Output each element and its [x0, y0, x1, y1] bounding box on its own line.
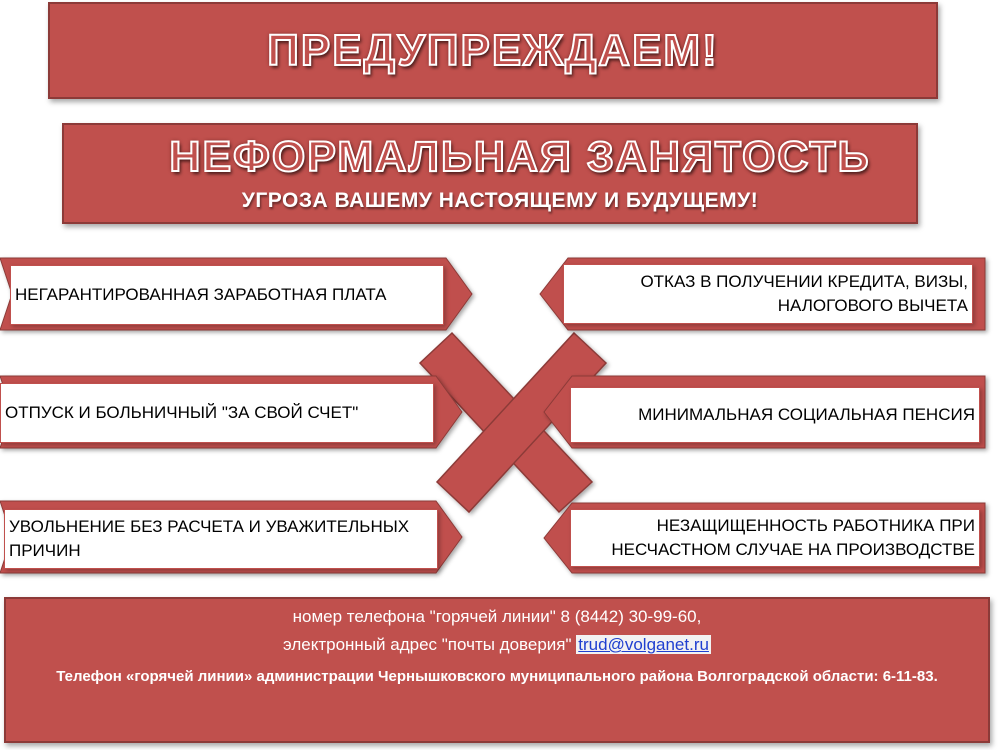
page-title: ПРЕДУПРЕЖДАЕМ! [267, 26, 719, 75]
email-line [6, 635, 988, 655]
risk-item-unguaranteed-salary [10, 265, 444, 325]
risk-item-credit-refusal [563, 264, 973, 324]
risk-item-label: УВОЛЬНЕНИЕ БЕЗ РАСЧЕТА И УВАЖИТЕЛЬНЫХ ПРИЧИН [9, 517, 410, 560]
risk-item-unprotected-worker [570, 509, 980, 567]
risk-item-label: ОТКАЗ В ПОЛУЧЕНИИ КРЕДИТА, ВИЗЫ, НАЛОГОВОГО ВЫЧЕТА [640, 272, 968, 315]
email-link[interactable]: trud@volganet.ru [578, 635, 709, 654]
admin-hotline-text: Телефон «горячей линии» администрации Чернышковского муниципального района Волгоградской области: 6-11-83. [56, 668, 938, 685]
risk-item-dismissal [4, 509, 438, 569]
risk-item-label: НЕЗАЩИЩЕННОСТЬ РАБОТНИКА ПРИ НЕСЧАСТНОМ СЛУЧАЕ НА ПРОИЗВОДСТВЕ [611, 516, 975, 559]
email-prefix: электронный адрес "почты доверия" [283, 635, 572, 654]
subheader-subtitle: УГРОЗА ВАШЕМУ НАСТОЯЩЕМУ И БУДУЩЕМУ! [241, 189, 759, 212]
risk-item-label: МИНИМАЛЬНАЯ СОЦИАЛЬНАЯ ПЕНСИЯ [638, 405, 975, 424]
risk-item-label: ОТПУСК И БОЛЬНИЧНЫЙ "ЗА СВОЙ СЧЕТ" [5, 403, 359, 422]
hotline-text: номер телефона "горячей линии" 8 (8442) 30-99-60, [292, 607, 702, 626]
risk-item-minimal-pension [570, 387, 980, 443]
contacts-banner [4, 597, 990, 743]
risk-item-unpaid-leave [0, 383, 434, 443]
subheader-title: НЕФОРМАЛЬНАЯ ЗАНЯТОСТЬ [169, 133, 871, 181]
risk-item-label: НЕГАРАНТИРОВАННАЯ ЗАРАБОТНАЯ ПЛАТА [15, 285, 387, 304]
